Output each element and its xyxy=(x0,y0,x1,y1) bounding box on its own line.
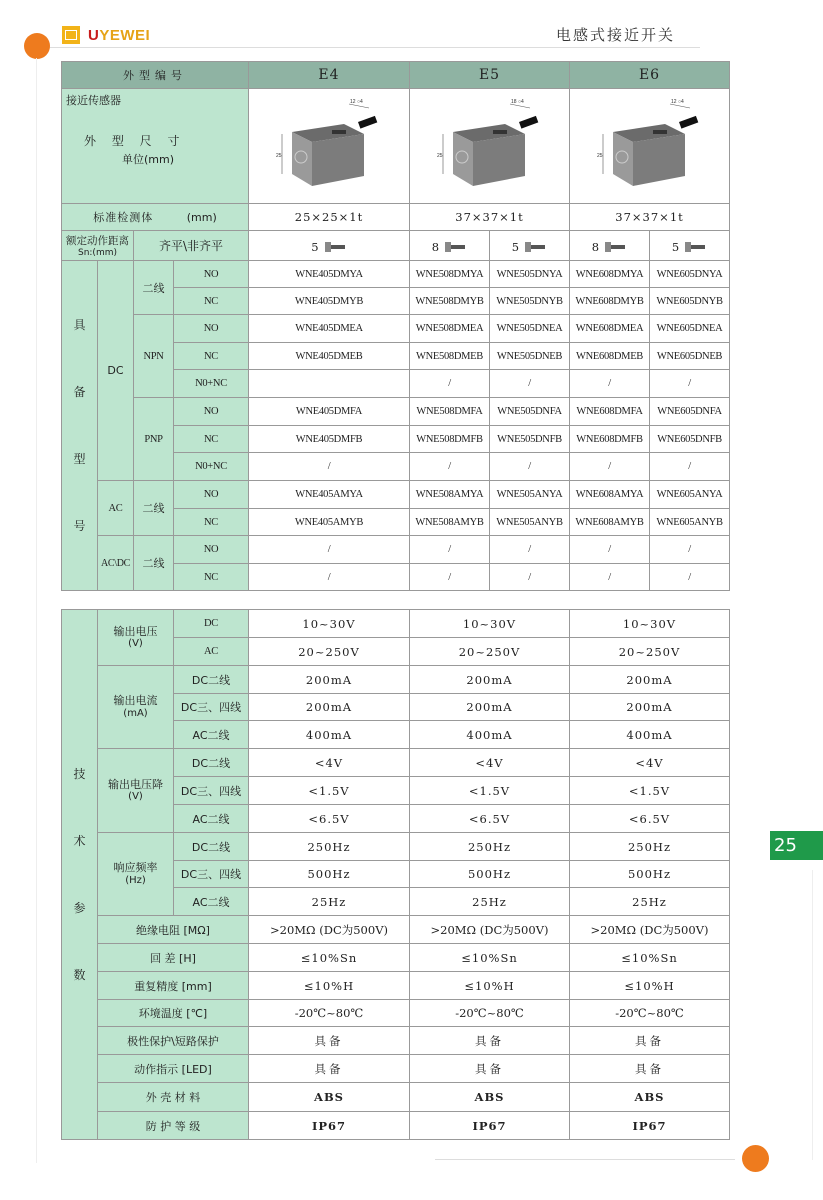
detect-value-e5: 37×37×1t xyxy=(410,204,570,231)
model-code-cell: / xyxy=(249,536,410,564)
model-code-cell: / xyxy=(570,370,650,398)
model-code-cell: / xyxy=(249,453,410,481)
model-code-cell: WNE508AMYA xyxy=(410,481,490,509)
model-code-cell: WNE605DNYA xyxy=(650,261,730,288)
distance-label: 额定动作距离 xyxy=(66,235,129,247)
param-value: 250Hz xyxy=(410,833,570,861)
param-value: 250Hz xyxy=(570,833,730,861)
model-code-cell: WNE508DMEA xyxy=(410,315,490,343)
param-value: <6.5V xyxy=(249,805,410,833)
distance-unit: Sn:(mm) xyxy=(77,248,117,258)
sensor-drawing-icon xyxy=(274,94,384,194)
param-value: 具备 xyxy=(410,1027,570,1055)
model-code-cell: / xyxy=(570,564,650,591)
param-value: -20℃~80℃ xyxy=(570,1000,730,1027)
model-code-cell: WNE505DNYA xyxy=(490,261,570,288)
model-code-cell: / xyxy=(410,453,490,481)
model-code-cell: WNE505DNEA xyxy=(490,315,570,343)
param-value: 10~30V xyxy=(249,610,410,638)
param-value: 200mA xyxy=(570,694,730,721)
param-value: IP67 xyxy=(570,1112,730,1140)
distance-label-cell xyxy=(62,231,134,261)
sensor-drawing-icon xyxy=(595,94,705,194)
param-value: ≤10%Sn xyxy=(410,944,570,972)
param-value: ABS xyxy=(410,1083,570,1112)
dims-cell xyxy=(62,89,249,204)
row-no-label: NO xyxy=(174,481,249,509)
model-e5-header: E5 xyxy=(410,62,570,89)
distance-e5-flush xyxy=(410,231,490,261)
flush-label: 齐平\非齐平 xyxy=(134,231,249,261)
param-value: ≤10%H xyxy=(570,972,730,1000)
model-code-cell: WNE505DNFB xyxy=(490,426,570,453)
param-value: ≤10%Sn xyxy=(249,944,410,972)
orange-dot-top xyxy=(24,33,50,59)
model-code-cell: WNE605DNEA xyxy=(650,315,730,343)
model-code-cell: WNE405AMYA xyxy=(249,481,410,509)
param-value: 400mA xyxy=(570,721,730,749)
dc-2wire-label: DC二线 xyxy=(174,749,249,777)
distance-value: 5 xyxy=(311,239,320,254)
dc-2wire-label: DC二线 xyxy=(174,833,249,861)
brand-logo-icon xyxy=(62,26,80,44)
page-header-title: 电感式接近开关 xyxy=(556,26,676,44)
model-code-cell: WNE605ANYA xyxy=(650,481,730,509)
model-code-cell: WNE405DMEA xyxy=(249,315,410,343)
detect-unit: (mm) xyxy=(186,211,217,224)
acdc-2wire-label: 二线 xyxy=(134,536,174,591)
model-code-cell: WNE508DMFB xyxy=(410,426,490,453)
model-code-cell: / xyxy=(490,536,570,564)
param-value: <4V xyxy=(570,749,730,777)
param-value: <4V xyxy=(249,749,410,777)
bottom-divider xyxy=(435,1159,735,1160)
brand-logo-text: UYEWEI xyxy=(88,27,151,44)
model-code-cell: WNE505DNYB xyxy=(490,288,570,315)
out-current-label-cell: 输出电流 (mA) xyxy=(98,666,174,749)
distance-e6-flush xyxy=(570,231,650,261)
model-code-cell: WNE505ANYB xyxy=(490,509,570,536)
model-e4-header: E4 xyxy=(249,62,410,89)
row-nonc-label: N0+NC xyxy=(174,453,249,481)
category-label: 接近传感器 xyxy=(66,94,121,107)
dc-34wire-label: DC三、四线 xyxy=(174,694,249,721)
model-code-cell: WNE605DNYB xyxy=(650,288,730,315)
material-label: 外 壳 材 料 xyxy=(98,1083,249,1112)
svg-text:25: 25 xyxy=(436,153,443,159)
model-table xyxy=(61,61,730,591)
model-code-cell: WNE608AMYB xyxy=(570,509,650,536)
model-code-cell: WNE608DMYA xyxy=(570,261,650,288)
embedded-sensor-icon xyxy=(445,237,467,256)
voltage-drop-label-cell: 输出电压降 (V) xyxy=(98,749,174,833)
param-value: <4V xyxy=(410,749,570,777)
unit-label: 单位(mm) xyxy=(122,153,175,166)
model-code-cell xyxy=(249,370,410,398)
model-code-cell: / xyxy=(570,536,650,564)
row-nc-label: NC xyxy=(174,564,249,591)
param-value: 20~250V xyxy=(410,638,570,666)
distance-e5-nonflush xyxy=(490,231,570,261)
dims-label: 外 型 尺 寸 xyxy=(84,134,186,148)
ac-label: AC xyxy=(174,638,249,666)
param-value: 具备 xyxy=(249,1055,410,1083)
param-value: 25Hz xyxy=(249,888,410,916)
model-code-cell: / xyxy=(490,564,570,591)
param-value: 200mA xyxy=(570,666,730,694)
nonembedded-sensor-icon xyxy=(525,237,547,256)
pnp-label: PNP xyxy=(134,398,174,481)
model-code-cell: WNE508DMFA xyxy=(410,398,490,426)
row-no-label: NO xyxy=(174,536,249,564)
dc-34wire-label: DC三、四线 xyxy=(174,777,249,805)
temperature-label: 环境温度 [℃] xyxy=(98,1000,249,1027)
param-value: ABS xyxy=(249,1083,410,1112)
embedded-sensor-icon xyxy=(605,237,627,256)
param-value: 具备 xyxy=(410,1055,570,1083)
ip-rating-label: 防 护 等 级 xyxy=(98,1112,249,1140)
sensor-image-e6 xyxy=(570,89,730,204)
model-code-cell: WNE605ANYB xyxy=(650,509,730,536)
model-code-cell: WNE505DNFA xyxy=(490,398,570,426)
param-value: 具备 xyxy=(249,1027,410,1055)
param-value: 20~250V xyxy=(570,638,730,666)
model-code-cell: WNE608DMFB xyxy=(570,426,650,453)
model-code-cell: WNE505DNEB xyxy=(490,343,570,370)
model-code-cell: WNE405DMYA xyxy=(249,261,410,288)
distance-value: 8 xyxy=(591,239,601,254)
distance-e4 xyxy=(249,231,410,261)
model-code-cell: WNE505ANYA xyxy=(490,481,570,509)
npn-label: NPN xyxy=(134,315,174,398)
detect-label-cell xyxy=(62,204,249,231)
sensor-image-e4 xyxy=(249,89,410,204)
model-code-cell: WNE405DMFB xyxy=(249,426,410,453)
param-value: 10~30V xyxy=(570,610,730,638)
row-nc-label: NC xyxy=(174,288,249,315)
param-value: -20℃~80℃ xyxy=(410,1000,570,1027)
model-code-cell: / xyxy=(650,370,730,398)
ac-2wire-label: AC二线 xyxy=(174,805,249,833)
dc-label: DC xyxy=(174,610,249,638)
param-value: 10~30V xyxy=(410,610,570,638)
svg-text:25: 25 xyxy=(276,153,282,159)
detect-value-e4: 25×25×1t xyxy=(249,204,410,231)
model-e6-header: E6 xyxy=(570,62,730,89)
right-guide-line xyxy=(812,870,813,1160)
freq-label-cell: 响应频率 (Hz) xyxy=(98,833,174,916)
param-value: 25Hz xyxy=(410,888,570,916)
param-value: <6.5V xyxy=(410,805,570,833)
ac-2wire-label: AC二线 xyxy=(174,721,249,749)
param-value: ABS xyxy=(570,1083,730,1112)
model-code-cell: WNE605DNFA xyxy=(650,398,730,426)
param-value: >20MΩ (DC为500V) xyxy=(410,916,570,944)
svg-text:25: 25 xyxy=(596,153,603,159)
protection-label: 极性保护\短路保护 xyxy=(98,1027,249,1055)
row-no-label: NO xyxy=(174,398,249,426)
model-code-cell: WNE608DMFA xyxy=(570,398,650,426)
distance-value: 8 xyxy=(431,239,441,254)
insulation-label: 绝缘电阻 [MΩ] xyxy=(98,916,249,944)
hysteresis-label: 回 差 [H] xyxy=(98,944,249,972)
nonembedded-sensor-icon xyxy=(685,237,707,256)
param-value: 20~250V xyxy=(249,638,410,666)
distance-value: 5 xyxy=(671,239,681,254)
param-value: 25Hz xyxy=(570,888,730,916)
row-no-label: NO xyxy=(174,315,249,343)
ac-group-label: AC xyxy=(98,481,134,536)
param-value: <1.5V xyxy=(570,777,730,805)
param-value: 200mA xyxy=(410,666,570,694)
param-value: ≤10%H xyxy=(249,972,410,1000)
svg-text:18 ○4: 18 ○4 xyxy=(510,99,524,105)
tech-section-label: 技 术 参 数 xyxy=(62,610,98,1140)
orange-dot-bottom xyxy=(742,1145,769,1172)
param-value: ≤10%H xyxy=(410,972,570,1000)
model-code-cell: WNE508DMYB xyxy=(410,288,490,315)
model-header-label: 外型编号 xyxy=(62,62,249,89)
dc-2wire-label: DC二线 xyxy=(174,666,249,694)
acdc-group-label: AC\DC xyxy=(98,536,134,591)
row-no-label: NO xyxy=(174,261,249,288)
model-code-cell: WNE605DNFB xyxy=(650,426,730,453)
param-value: 200mA xyxy=(249,694,410,721)
detect-value-e6: 37×37×1t xyxy=(570,204,730,231)
param-value: 具备 xyxy=(570,1027,730,1055)
page-number-tab: 25 xyxy=(770,831,823,860)
detect-label: 标准检测体 xyxy=(93,211,154,224)
model-code-cell: WNE608DMEA xyxy=(570,315,650,343)
out-voltage-label-cell: 输出电压 (V) xyxy=(98,610,174,666)
left-guide-line xyxy=(36,58,37,1163)
availability-label: 具 备 型 号 xyxy=(62,261,98,591)
sensor-image-e5 xyxy=(410,89,570,204)
model-code-cell: / xyxy=(490,453,570,481)
model-code-cell: WNE605DNEB xyxy=(650,343,730,370)
row-nc-label: NC xyxy=(174,343,249,370)
param-value: 200mA xyxy=(410,694,570,721)
header-divider xyxy=(40,47,700,48)
param-value: <1.5V xyxy=(249,777,410,805)
model-code-cell: / xyxy=(410,564,490,591)
model-code-cell: / xyxy=(650,564,730,591)
dc-34wire-label: DC三、四线 xyxy=(174,861,249,888)
svg-text:12 ○4: 12 ○4 xyxy=(670,99,684,105)
param-value: 250Hz xyxy=(249,833,410,861)
param-value: 具备 xyxy=(570,1055,730,1083)
model-code-cell: / xyxy=(650,536,730,564)
param-value: 500Hz xyxy=(410,861,570,888)
model-code-cell: / xyxy=(650,453,730,481)
indicator-label: 动作指示 [LED] xyxy=(98,1055,249,1083)
param-value: IP67 xyxy=(410,1112,570,1140)
model-code-cell: WNE508AMYB xyxy=(410,509,490,536)
param-value: IP67 xyxy=(249,1112,410,1140)
model-code-cell: WNE405DMYB xyxy=(249,288,410,315)
row-nonc-label: N0+NC xyxy=(174,370,249,398)
param-value: <1.5V xyxy=(410,777,570,805)
distance-value: 5 xyxy=(511,239,521,254)
embedded-sensor-icon xyxy=(325,237,347,256)
row-nc-label: NC xyxy=(174,509,249,536)
model-code-cell: WNE405DMFA xyxy=(249,398,410,426)
param-value: <6.5V xyxy=(570,805,730,833)
param-value: 400mA xyxy=(249,721,410,749)
param-value: ≤10%Sn xyxy=(570,944,730,972)
distance-e6-nonflush xyxy=(650,231,730,261)
ac-2wire-label: AC二线 xyxy=(174,888,249,916)
dc-group-label: DC xyxy=(98,261,134,481)
model-code-cell: WNE508DMYA xyxy=(410,261,490,288)
param-value: >20MΩ (DC为500V) xyxy=(249,916,410,944)
model-code-cell: WNE405AMYB xyxy=(249,509,410,536)
svg-text:12 ○4: 12 ○4 xyxy=(350,99,363,105)
param-value: >20MΩ (DC为500V) xyxy=(570,916,730,944)
tech-params-table xyxy=(61,609,730,1140)
model-code-cell: WNE608DMEB xyxy=(570,343,650,370)
model-code-cell: WNE608AMYA xyxy=(570,481,650,509)
dc-2wire-label: 二线 xyxy=(134,261,174,315)
row-nc-label: NC xyxy=(174,426,249,453)
repeat-label: 重复精度 [mm] xyxy=(98,972,249,1000)
model-code-cell: / xyxy=(570,453,650,481)
model-code-cell: WNE405DMEB xyxy=(249,343,410,370)
model-code-cell: / xyxy=(410,370,490,398)
model-code-cell: WNE508DMEB xyxy=(410,343,490,370)
param-value: -20℃~80℃ xyxy=(249,1000,410,1027)
ac-2wire-label: 二线 xyxy=(134,481,174,536)
model-code-cell: / xyxy=(490,370,570,398)
param-value: 500Hz xyxy=(249,861,410,888)
param-value: 200mA xyxy=(249,666,410,694)
model-code-cell: / xyxy=(249,564,410,591)
sensor-drawing-icon xyxy=(435,94,545,194)
param-value: 400mA xyxy=(410,721,570,749)
model-code-cell: WNE608DMYB xyxy=(570,288,650,315)
param-value: 500Hz xyxy=(570,861,730,888)
model-code-cell: / xyxy=(410,536,490,564)
